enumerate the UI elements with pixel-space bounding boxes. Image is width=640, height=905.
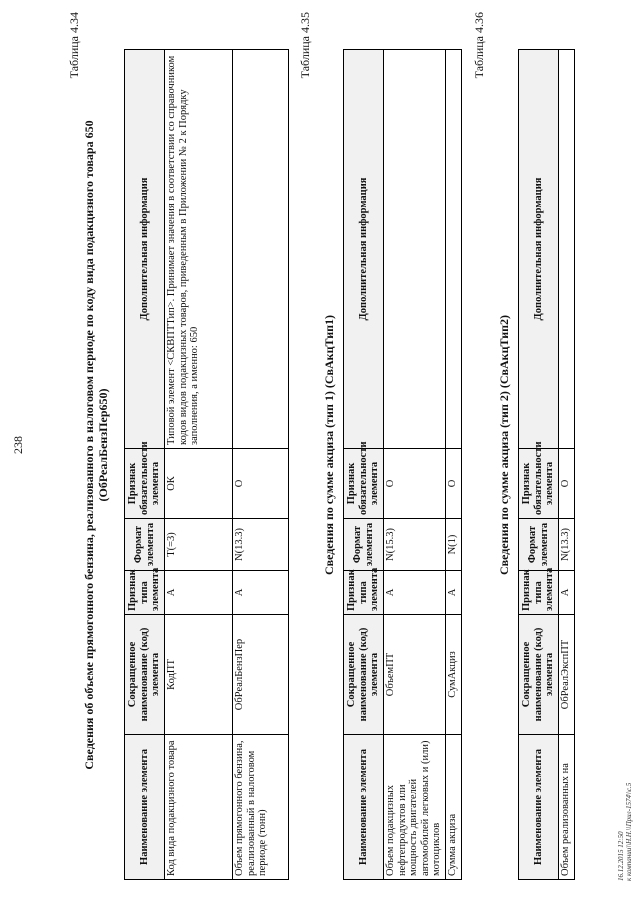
header-cell: Признак обязательности элемента <box>125 449 165 519</box>
header-cell: Признак обязательности элемента <box>344 449 384 519</box>
cell-code: ОбРеалЭкспПТ <box>559 615 575 735</box>
header-cell: Признак типа элемента <box>519 571 559 615</box>
table-4-34-caption-line1: Сведения об объеме прямогонного бензина, реализованного в налоговом периоде по коду вида подакцизного товара 650 <box>82 120 96 770</box>
cell-format: N(15.3) <box>384 519 446 571</box>
header-cell: Формат элемента <box>519 519 559 571</box>
print-footer <box>617 783 633 881</box>
header-cell: Сокращенное наименование (код) элемента <box>519 615 559 735</box>
cell-format: N(13.3) <box>233 519 289 571</box>
header-cell: Формат элемента <box>125 519 165 571</box>
table-row <box>233 50 289 880</box>
header-cell: Наименование элемента <box>125 735 165 880</box>
cell-info <box>233 50 289 449</box>
table-4-36-header-row <box>519 50 559 880</box>
cell-info: Типовой элемент <СКВПТТип>. Принимает значения в соответствии со справочником кодов видов подакцизных товаров, приведенным в Приложении № 2 к Порядку заполнения, а именно: 650 <box>165 50 233 449</box>
cell-format: T(=3) <box>165 519 233 571</box>
header-cell: Дополнительная информация <box>125 50 165 449</box>
cell-info <box>446 50 462 449</box>
cell-name: Объем прямогонного бензина, реализованный в налоговом периоде (тонн) <box>233 735 289 880</box>
cell-required: О <box>384 449 446 519</box>
header-cell: Признак типа элемента <box>344 571 384 615</box>
cell-required: О <box>233 449 289 519</box>
header-cell: Признак обязательности элемента <box>519 449 559 519</box>
table-row <box>384 50 446 880</box>
cell-info <box>384 50 446 449</box>
header-cell: Сокращенное наименование (код) элемента <box>125 615 165 735</box>
header-cell: Дополнительная информация <box>344 50 384 449</box>
cell-name: Сумма акциза <box>446 735 462 880</box>
table-row <box>165 50 233 880</box>
cell-name: Объем подакцизных нефтепродуктов или мощность двигателей автомобилей легковых и (или) мотоциклов <box>384 735 446 880</box>
table-4-34-caption-line2: (ОбРеалБензПер650) <box>96 388 110 502</box>
cell-type: А <box>165 571 233 615</box>
header-cell: Признак типа элемента <box>125 571 165 615</box>
footer-timestamp: 16.12.2015 12:50 <box>617 831 625 881</box>
cell-required: ОК <box>165 449 233 519</box>
cell-name: Код вида подакцизного товара <box>165 735 233 880</box>
table-4-35 <box>343 49 462 880</box>
header-cell: Формат элемента <box>344 519 384 571</box>
cell-code: КодПТ <box>165 615 233 735</box>
table-4-35-caption <box>322 25 336 865</box>
table-row <box>559 50 575 880</box>
table-4-36-caption <box>497 25 511 865</box>
cell-type: А <box>384 571 446 615</box>
table-4-35-label: Таблица 4.35 <box>298 12 312 79</box>
header-cell: Дополнительная информация <box>519 50 559 449</box>
cell-required: О <box>559 449 575 519</box>
table-4-35-caption-line1: Сведения по сумме акциза (тип 1) (СвАкцТип1) <box>322 314 336 576</box>
table-4-36-caption-line1: Сведения по сумме акциза (тип 2) (СвАкцТип2) <box>497 314 511 576</box>
cell-code: ОбРеалБензПер <box>233 615 289 735</box>
table-row <box>446 50 462 880</box>
table-4-34-header-row <box>125 50 165 880</box>
table-4-34 <box>124 49 289 880</box>
cell-code: ОбъемПТ <box>384 615 446 735</box>
page-number: 238 <box>11 436 25 454</box>
footer-path: к компании\\Н.Н.\\Прил-1574\\с.5 <box>625 782 633 881</box>
table-4-34-caption <box>82 25 110 865</box>
table-4-36 <box>518 49 575 880</box>
cell-type: А <box>446 571 462 615</box>
cell-name: Объем реализованных на <box>559 735 575 880</box>
table-4-35-header-row <box>344 50 384 880</box>
cell-code: СумАкциз <box>446 615 462 735</box>
cell-type: А <box>559 571 575 615</box>
header-cell: Наименование элемента <box>519 735 559 880</box>
table-4-36-label: Таблица 4.36 <box>472 12 486 79</box>
cell-format: N(13.3) <box>559 519 575 571</box>
cell-info <box>559 50 575 449</box>
cell-required: О <box>446 449 462 519</box>
table-4-34-label: Таблица 4.34 <box>67 12 81 79</box>
header-cell: Сокращенное наименование (код) элемента <box>344 615 384 735</box>
header-cell: Наименование элемента <box>344 735 384 880</box>
cell-type: А <box>233 571 289 615</box>
cell-format: N(1) <box>446 519 462 571</box>
